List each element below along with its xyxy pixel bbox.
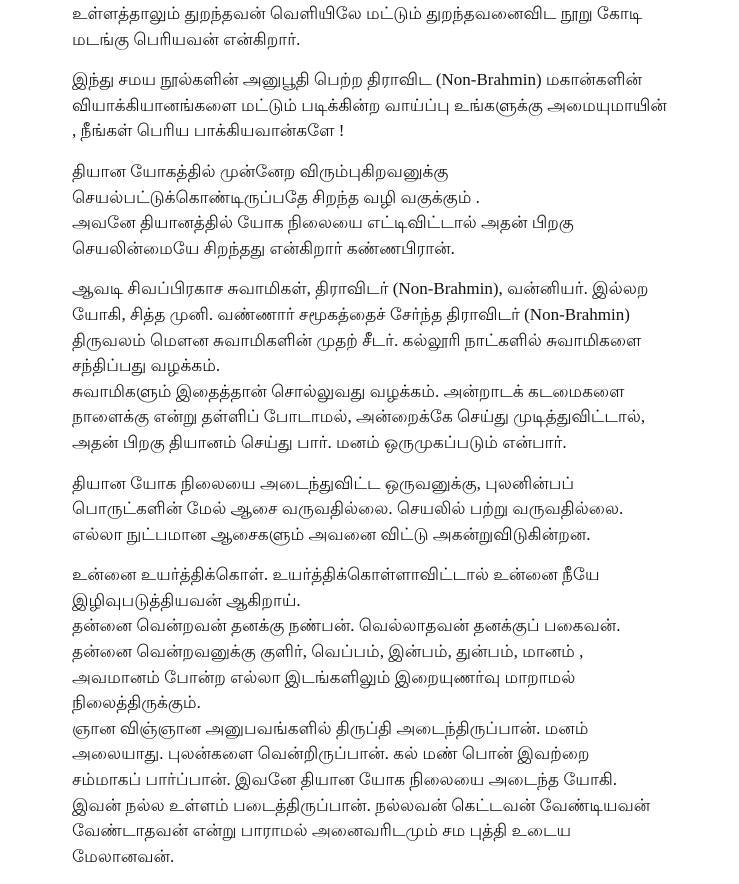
text-line: திருவலம் மௌன சுவாமிகளின் முதற் சீடர். கல்லூரி நாட்களில் சுவாமிகளை xyxy=(72,330,642,350)
text-line: அதன் பிறகு தியானம் செய்து பார். மனம் ஒருமுகப்படும் என்பார். xyxy=(72,432,567,452)
paragraph xyxy=(72,159,732,261)
paragraph xyxy=(72,1,732,52)
paragraph xyxy=(72,67,732,144)
text-line: சுவாமிகளும் இதைத்தான் சொல்லுவது வழக்கம். அன்றாடக் கடமைகளை xyxy=(72,381,625,401)
text-line: அலையாது. புலன்களை வென்றிருப்பான். கல் மண் பொன் இவற்றை xyxy=(72,744,590,764)
text-line: உன்னை உயர்த்திக்கொள். உயர்த்திக்கொள்ளாவிட்டால் உன்னை நீயே xyxy=(72,565,600,585)
paragraph xyxy=(72,471,732,548)
text-line: சந்திப்பது வழக்கம். xyxy=(72,356,221,376)
text-line: இழிவுபடுத்தியவன் ஆகிறாய். xyxy=(72,590,301,610)
text-line: தியான யோக நிலையை அடைந்துவிட்ட ஒருவனுக்கு, புலனின்பப் xyxy=(72,473,575,493)
text-line: செயலின்மையே சிறந்தது என்கிறார் கண்ணபிரான். xyxy=(72,238,455,258)
text-line: ஆவடி சிவப்பிரகாச சுவாமிகள், திராவிடர் (Non-Brahmin), வன்னியர். இல்லற xyxy=(72,279,649,299)
text-line: தியான யோகத்தில் முன்னேற விரும்புகிறவனுக்கு xyxy=(72,161,449,181)
text-line: அவமானம் போன்ற எல்லா இடங்களிலும் இறையுணர்வு மாறாமல் xyxy=(72,667,576,687)
text-line: இவன் நல்ல உள்ளம் படைத்திருப்பான். நல்லவன் கெட்டவன் வேண்டியவன் xyxy=(72,795,651,815)
text-line: மடங்கு பெரியவன் என்கிறார். xyxy=(72,29,301,49)
document-body xyxy=(72,1,732,884)
text-line: உள்ளத்தாலும் துறந்தவன் வெளியிலே மட்டும் துறந்தவனைவிட நூறு கோடி xyxy=(72,4,643,23)
text-line: எல்லா நுட்பமான ஆசைகளும் அவனை விட்டு அகன்றுவிடுகின்றன. xyxy=(72,524,591,544)
text-line: அவனே தியானத்தில் யோக நிலையை எட்டிவிட்டால் அதன் பிறகு xyxy=(72,213,574,233)
text-line: வியாக்கியானங்களை மட்டும் படிக்கின்ற வாய்ப்பு உங்களுக்கு அமையுமாயின் xyxy=(72,95,667,115)
paragraph xyxy=(72,562,732,869)
paragraph xyxy=(72,276,732,455)
text-line: செயல்பட்டுக்கொண்டிருப்பதே சிறந்த வழி வகுக்கும் . xyxy=(72,187,480,207)
text-line: யோகி, சித்த முனி. வண்ணார் சமூகத்தைச் சேர்ந்த திராவிடர் (Non-Brahmin) xyxy=(72,304,630,324)
text-line: நாளைக்கு என்று தள்ளிப் போடாமல், அன்றைக்கே செய்து முடித்துவிட்டால், xyxy=(72,407,646,427)
text-line: நிலைத்திருக்கும். xyxy=(72,693,201,713)
text-line: தன்னை வென்றவன் தனக்கு நண்பன். வெல்லாதவன் தனக்குப் பகைவன். xyxy=(72,616,621,636)
text-line: பொருட்களின் மேல் ஆசை வருவதில்லை. செயலில் பற்று வருவதில்லை. xyxy=(72,499,624,519)
text-line: , நீங்கள் பெரிய பாக்கியவான்களே ! xyxy=(72,121,345,141)
text-line: இந்து சமய நூல்களின் அனுபூதி பெற்ற திராவிட (Non-Brahmin) மகான்களின் xyxy=(72,70,642,90)
text-line: தன்னை வென்றவனுக்கு குளிர், வெப்பம், இன்பம், துன்பம், மானம் , xyxy=(72,642,584,662)
text-line: மேலானவன். xyxy=(72,846,175,866)
text-line: வேண்டாதவன் என்று பாராமல் அனைவரிடமும் சம புத்தி உடைய xyxy=(72,821,572,841)
text-line: சம்மாகப் பார்ப்பான். இவனே தியான யோக நிலையை அடைந்த யோகி. xyxy=(72,770,618,790)
text-line: ஞான விஞ்ஞான அனுபவங்களில் திருப்தி அடைந்திருப்பான். மனம் xyxy=(72,718,589,738)
